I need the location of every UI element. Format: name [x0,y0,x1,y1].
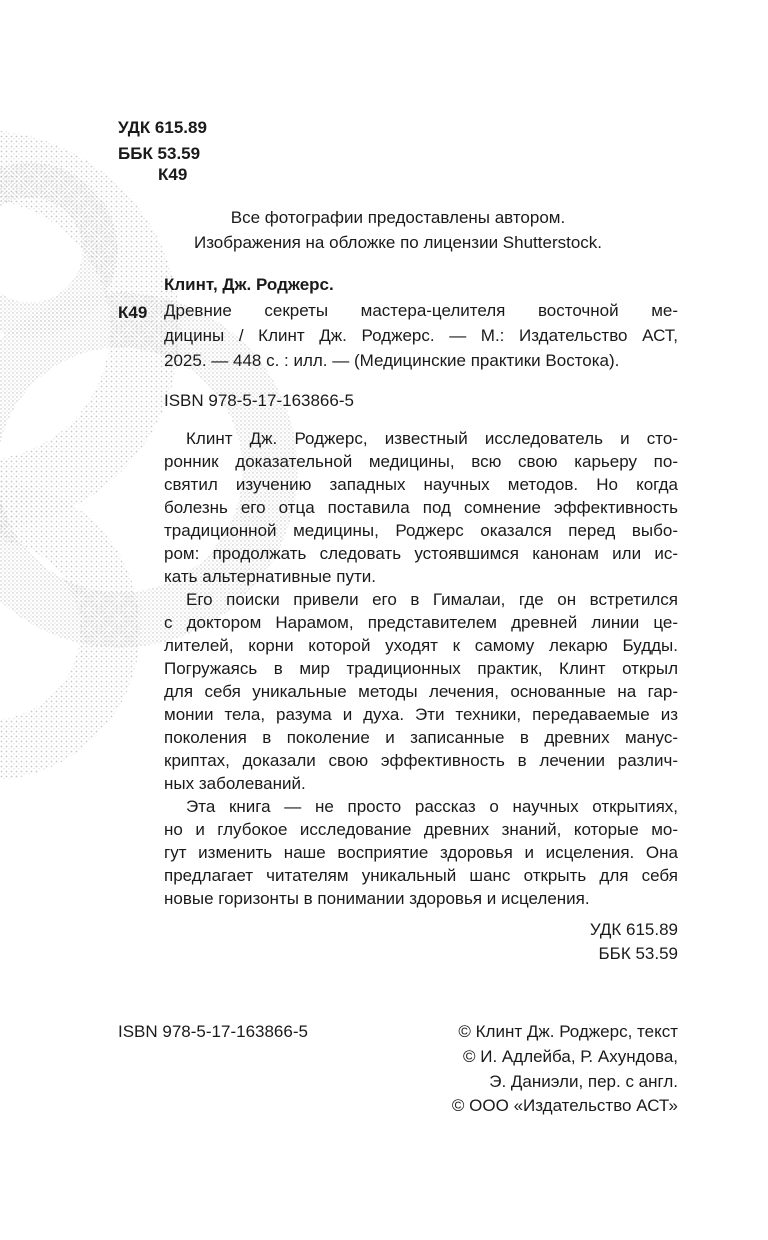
annotation-line: Его поиски привели его в Гималаи, где он встретился [186,590,678,609]
annotation-line: ронник доказательной медицины, всю свою карьеру по- [164,452,678,471]
annotation-line: гут изменить наше восприятие здоровья и исцеления. Она [164,843,678,862]
annotation-line: ных заболеваний. [164,774,306,793]
bbk-code: ББК 53.59 [118,144,201,163]
annotation-line: монии тела, разума и духа. Эти техники, передаваемые из [164,705,678,724]
annotation-line: предлагает читателям уникальный шанс открыть для себя [164,866,678,885]
annotation-paragraph [164,588,678,795]
annotation-line: святил изучению западных научных методов. Но когда [164,475,678,494]
description-line: 2025. — 448 с. : илл. — (Медицинские практики Востока). [164,351,620,370]
copyright-line: © Клинт Дж. Роджерс, текст [458,1022,678,1041]
annotation-line: для себя уникальные методы лечения, основанные на гар- [164,682,678,701]
author-heading: Клинт, Дж. Роджерс. [164,275,334,294]
annotation-paragraph [164,795,678,910]
isbn-record: ISBN 978-5-17-163866-5 [164,391,354,410]
annotation-line: ром: продолжать следовать устоявшимся канонам или ис- [164,544,678,563]
description-line: Древние секреты мастера-целителя восточной ме- [164,301,678,320]
copyright-line: © И. Адлейба, Р. Ахундова, [463,1047,678,1066]
annotation-line: криптах, доказали свою эффективность в лечении различ- [164,751,678,770]
annotation-line: с доктором Нарамом, представителем древней линии це- [164,613,678,632]
udk-code: УДК 615.89 [118,118,207,137]
annotation [164,427,678,910]
annotation-line: традиционной медицины, Роджерс оказался перед выбо- [164,521,678,540]
side-author-mark: К49 [118,303,148,322]
footer-isbn: ISBN 978-5-17-163866-5 [118,1022,308,1041]
annotation-paragraph [164,427,678,588]
annotation-bbk: ББК 53.59 [598,944,678,963]
bibliographic-description [164,298,678,373]
copyright-line: Э. Даниэли, пер. с англ. [489,1072,678,1091]
photo-credit: Все фотографии предоставлены автором. [230,208,566,227]
annotation-line: новые горизонты в понимании здоровья и исцеления. [164,889,590,908]
annotation-udk: УДК 615.89 [589,920,678,939]
annotation-line: Клинт Дж. Роджерс, известный исследователь и сто- [186,429,678,448]
annotation-line: лителей, корни которой уходят к самому лекарю Будды. [164,636,678,655]
annotation-line: кать альтернативные пути. [164,567,376,586]
cover-credit: Изображения на обложке по лицензии Shutterstock. [193,233,603,252]
description-line: дицины / Клинт Дж. Роджерс. — М.: Издательство АСТ, [164,326,678,345]
annotation-line: Эта книга — не просто рассказ о научных открытиях, [186,797,678,816]
annotation-line: Погружаясь в мир традиционных практик, Клинт открыл [164,659,678,678]
annotation-line: поколения в поколение и записанные в древних манус- [164,728,678,747]
annotation-line: но и глубокое исследование древних знаний, которые мо- [164,820,678,839]
author-mark: К49 [158,165,188,184]
annotation-line: болезнь его отца поставила под сомнение эффективность [164,498,678,517]
copyright-line: © ООО «Издательство АСТ» [451,1096,678,1115]
